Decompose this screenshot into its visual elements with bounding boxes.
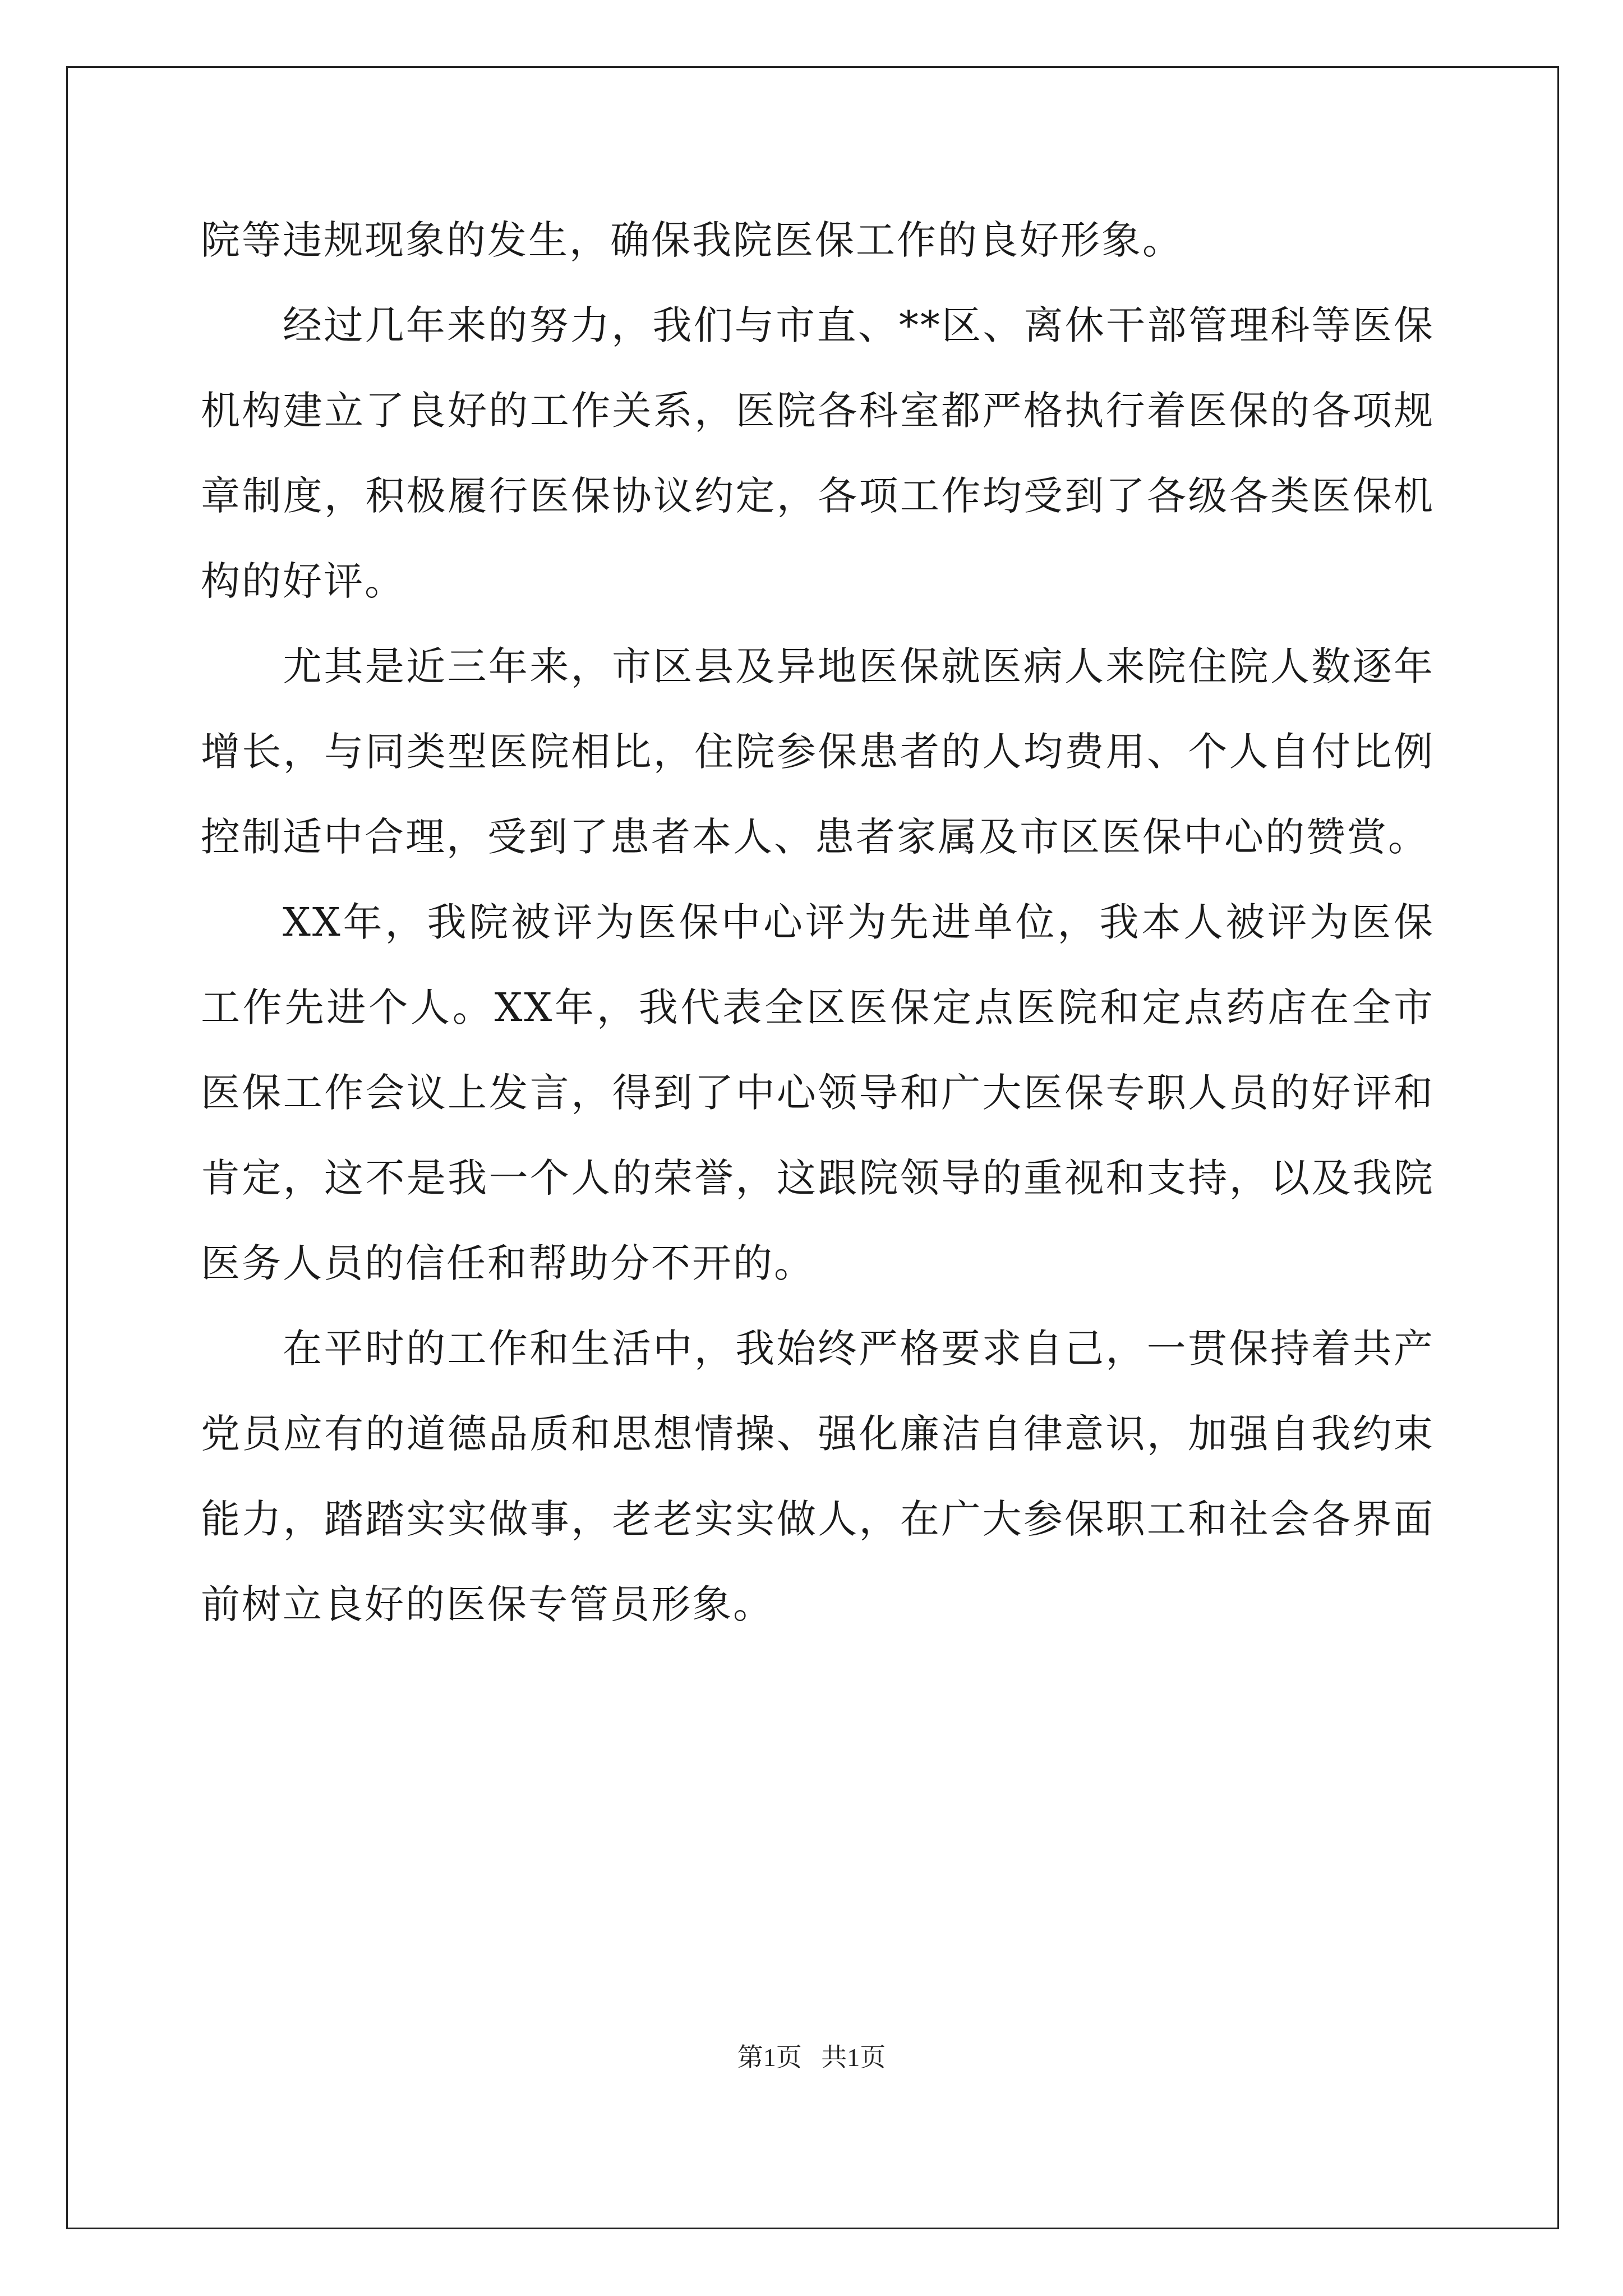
- page-number-footer: 第1页 共1页: [737, 2043, 886, 2072]
- paragraph-1: 院等违规现象的发生，确保我院医保工作的良好形象。: [201, 217, 1183, 263]
- paragraph-4: XX年，我院被评为医保中心评为先进单位，我本人被评为医保工作先进个人。XX年，我代表全区医保定点医院和定点药店在全市医保工作会议上发言，得到了中心领导和广大医保专职人员的好评和肯定，这不是我一个人的荣誉，这跟院领导的重视和支持，以及我院医务人员的信任和帮助分不开的。: [201, 899, 1435, 1286]
- document-body: [201, 197, 1435, 1647]
- paragraph-2: 经过几年来的努力，我们与市直、**区、离休干部管理科等医保机构建立了良好的工作关系，医院各科室都严格执行着医保的各项规章制度，积极履行医保协议约定，各项工作均受到了各级各类医保机构的好评。: [201, 302, 1435, 604]
- paragraph-3: 尤其是近三年来，市区县及异地医保就医病人来院住院人数逐年增长，与同类型医院相比，住院参保患者的人均费用、个人自付比例控制适中合理，受到了患者本人、患者家属及市区医保中心的赞赏。: [201, 643, 1435, 860]
- paragraph-5: 在平时的工作和生活中，我始终严格要求自己，一贯保持着共产党员应有的道德品质和思想情操、强化廉洁自律意识，加强自我约束能力，踏踏实实做事，老老实实做人，在广大参保职工和社会各界面前树立良好的医保专管员形象。: [201, 1326, 1435, 1627]
